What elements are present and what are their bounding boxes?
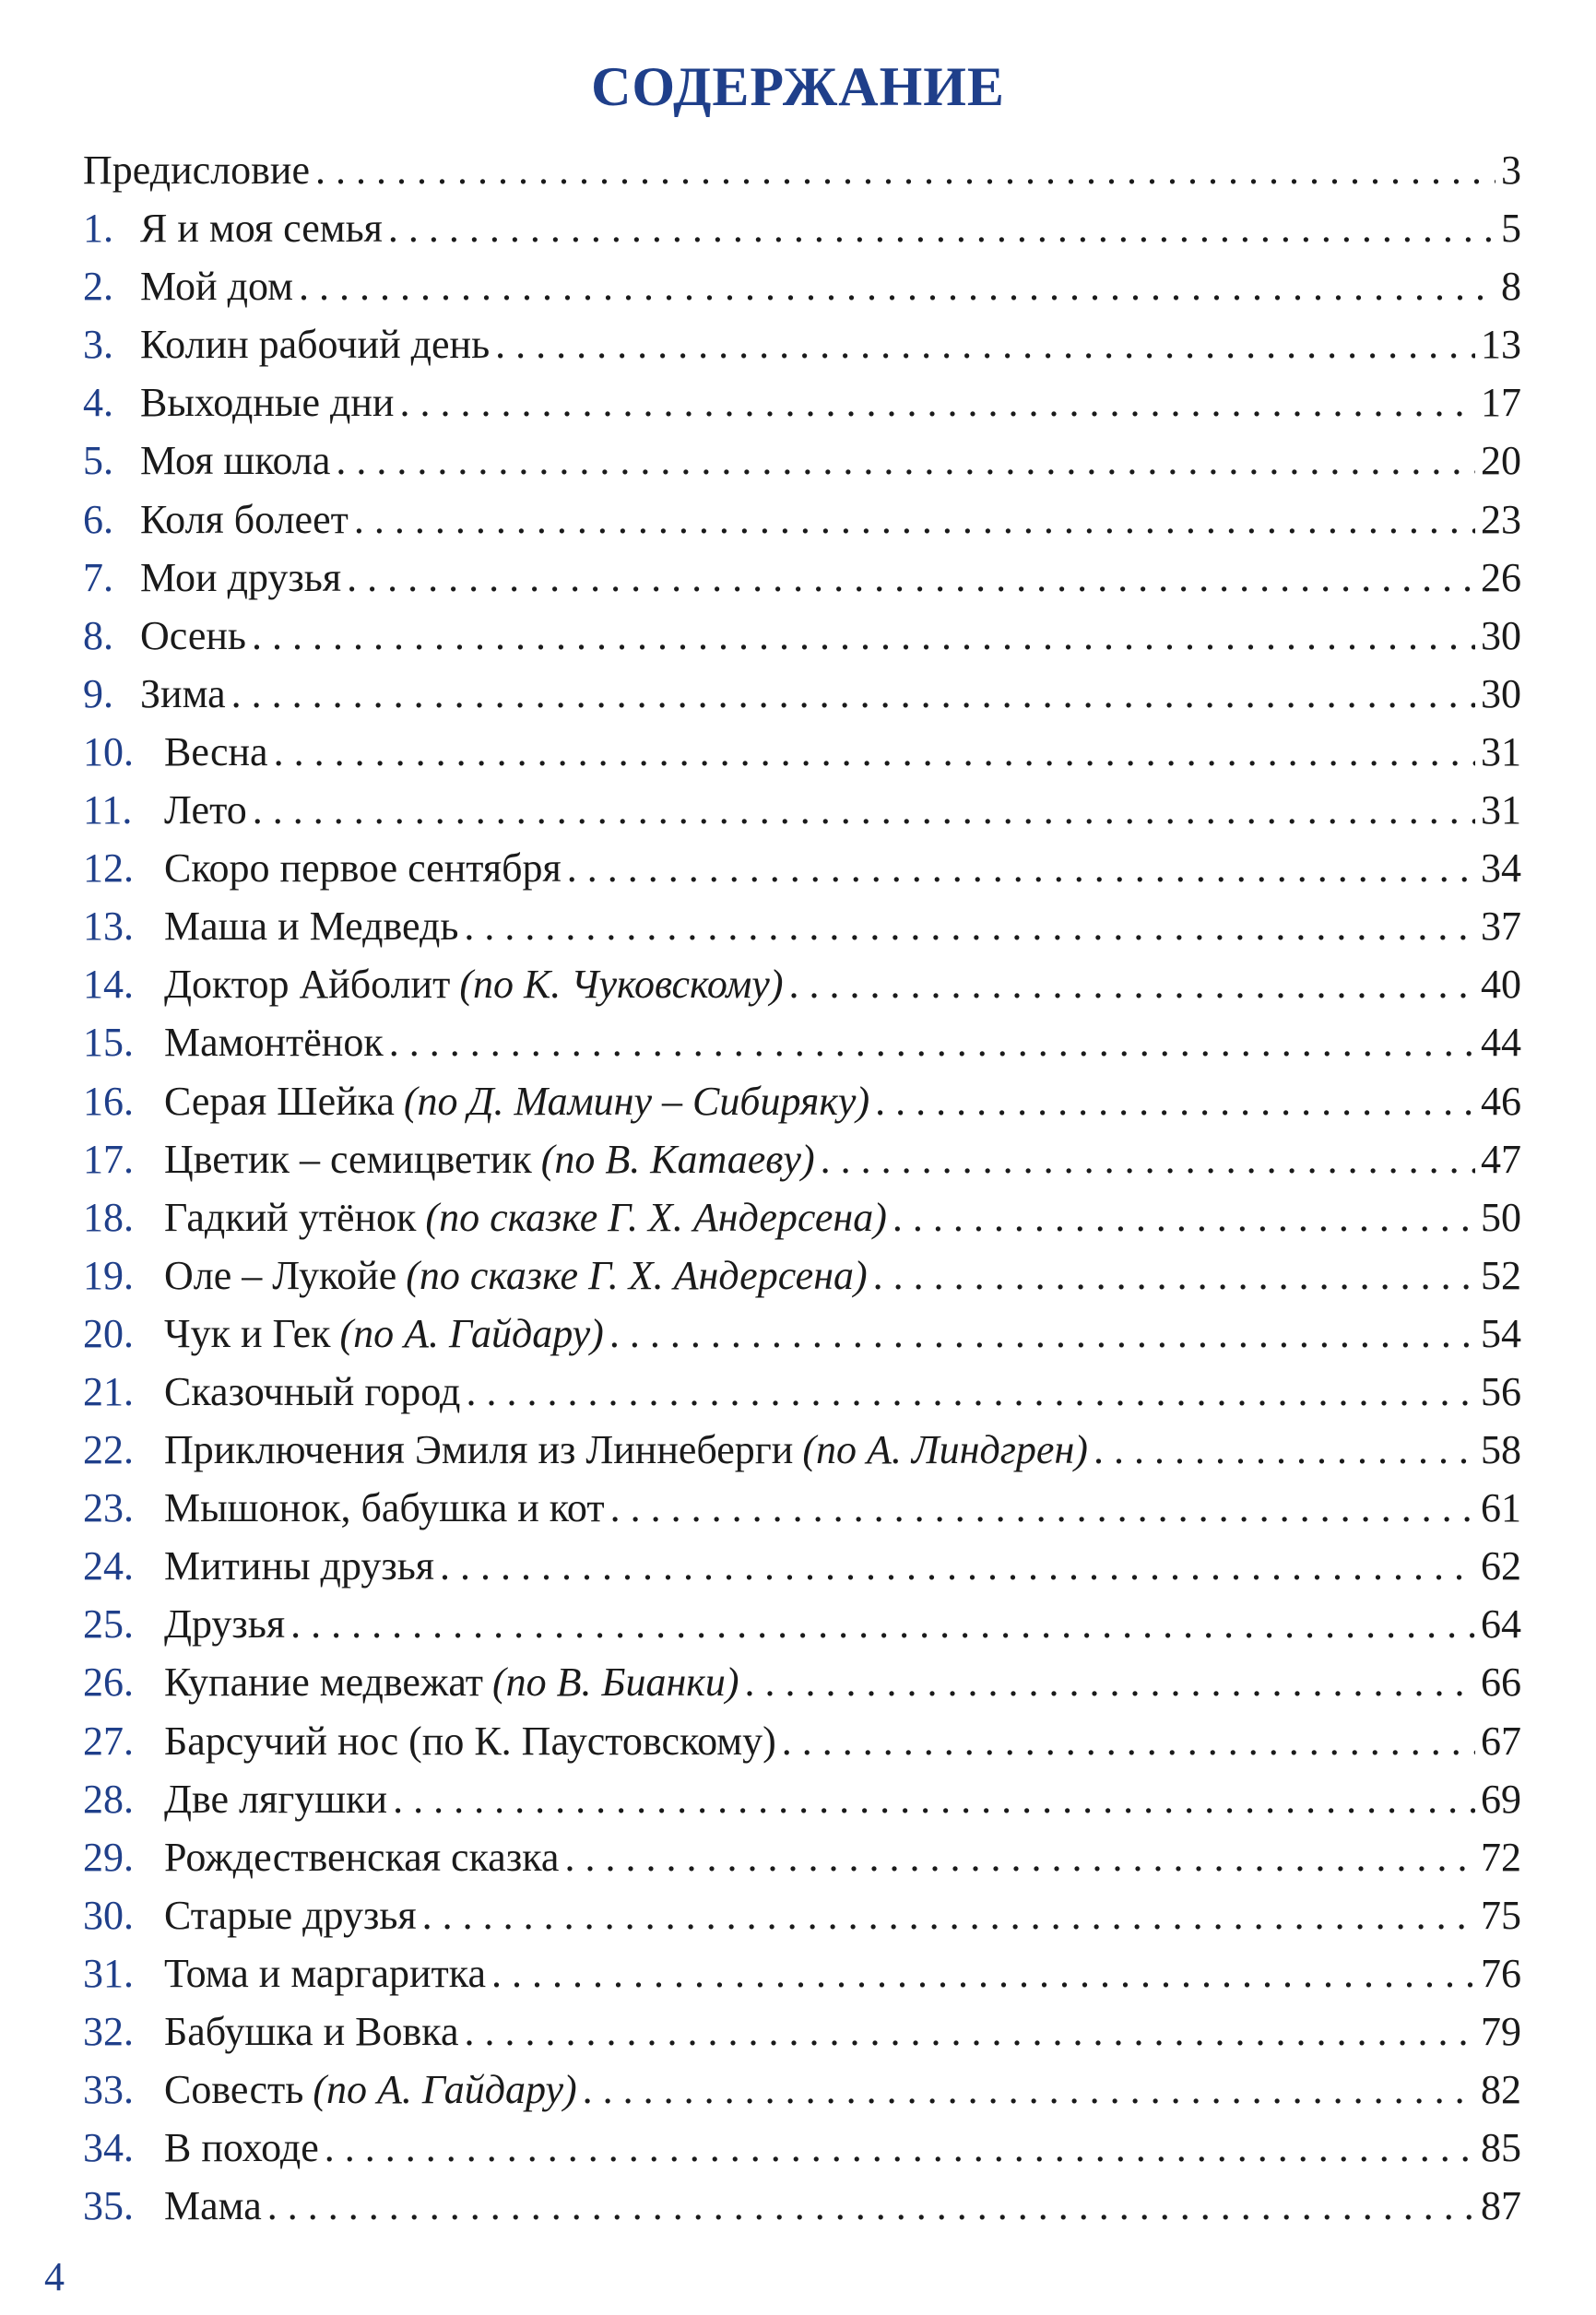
toc-entry-number: 26. [83, 1659, 134, 1706]
toc-entry-title: Мышонок, бабушка и кот [164, 1485, 605, 1531]
toc-entry-page: 61 [1481, 1485, 1521, 1531]
toc-entry-page: 31 [1481, 728, 1521, 774]
toc-entry-page: 47 [1481, 1136, 1521, 1182]
toc-entry-page: 56 [1481, 1368, 1521, 1414]
toc-dot-leader [354, 490, 1475, 549]
toc-entry-number: 11. [83, 787, 133, 833]
toc-entry-author-note: (по В. Катаеву) [540, 1136, 815, 1182]
toc-entry-number: 17. [83, 1136, 134, 1182]
toc-entry-title: Мама [164, 2183, 262, 2229]
toc-entry-author-note: (по В. Бианки) [491, 1659, 739, 1706]
toc-entry [83, 723, 1521, 781]
toc-entry [83, 1537, 1521, 1595]
toc-entry-number: 9. [83, 670, 113, 716]
toc-entry-number: 15. [83, 1020, 134, 1066]
toc-dot-leader [745, 1653, 1475, 1711]
toc-dot-leader [609, 1305, 1475, 1363]
toc-dot-leader [274, 723, 1475, 781]
toc-entry-page: 67 [1481, 1718, 1521, 1764]
toc-dot-leader [336, 431, 1475, 490]
toc-entry [83, 665, 1521, 723]
toc-entry [83, 1595, 1521, 1653]
toc-entry-number: 6. [83, 496, 113, 542]
toc-entry [83, 1770, 1521, 1828]
table-of-contents [83, 141, 1521, 2235]
toc-entry [83, 1246, 1521, 1305]
toc-entry [83, 607, 1521, 665]
toc-entry-title: В походе [164, 2125, 319, 2171]
toc-entry-page: 13 [1481, 322, 1521, 368]
toc-entry-title: Купание медвежат [164, 1659, 483, 1706]
toc-entry [83, 955, 1521, 1013]
toc-entry-number: 8. [83, 612, 113, 658]
toc-dot-leader [464, 897, 1475, 955]
toc-entry-number: 3. [83, 322, 113, 368]
toc-dot-leader [389, 1013, 1475, 1071]
toc-entry-number: 2. [83, 264, 113, 310]
toc-entry [83, 490, 1521, 549]
toc-entry-number: 28. [83, 1776, 134, 1822]
toc-entry-title: Весна [164, 728, 268, 774]
toc-dot-leader [422, 1886, 1475, 1944]
toc-entry-title: Скоро первое сентября [164, 845, 562, 892]
toc-entry [83, 1188, 1521, 1246]
toc-entry [83, 141, 1521, 199]
toc-entry-number: 34. [83, 2125, 134, 2171]
toc-entry [83, 1828, 1521, 1886]
toc-dot-leader [290, 1595, 1475, 1653]
toc-entry-title: Коля болеет [140, 496, 349, 542]
toc-entry [83, 1886, 1521, 1944]
toc-dot-leader [315, 141, 1496, 199]
toc-entry [83, 1130, 1521, 1188]
toc-entry-title: Колин рабочий день [140, 322, 491, 368]
toc-entry-title: Моя школа [140, 438, 331, 484]
toc-entry-author-note: (по А. Гайдару) [339, 1310, 604, 1356]
toc-dot-leader [1094, 1421, 1475, 1479]
toc-entry-title: Выходные дни [140, 380, 395, 426]
toc-entry [83, 1479, 1521, 1537]
toc-entry-title: Мой дом [140, 264, 293, 310]
toc-dot-leader [789, 955, 1476, 1013]
toc-entry-title: Мои друзья [140, 554, 342, 600]
toc-entry-page: 52 [1481, 1252, 1521, 1298]
toc-entry-number: 30. [83, 1892, 134, 1938]
toc-entry-number: 12. [83, 845, 134, 892]
toc-entry-page: 50 [1481, 1194, 1521, 1240]
toc-entry [83, 2061, 1521, 2119]
toc-dot-leader [893, 1188, 1475, 1246]
toc-dot-leader [440, 1537, 1475, 1595]
toc-entry-title: Рождественская сказка [164, 1834, 560, 1880]
toc-entry-title: Цветик – семицветик [164, 1136, 532, 1182]
toc-dot-leader [875, 1072, 1475, 1130]
toc-dot-leader [393, 1770, 1475, 1828]
toc-entry-page: 44 [1481, 1020, 1521, 1066]
toc-entry-number: 23. [83, 1485, 134, 1531]
toc-entry-title: Лето [164, 787, 247, 833]
toc-entry-number: 31. [83, 1950, 134, 1996]
toc-entry-page: 66 [1481, 1659, 1521, 1706]
toc-entry-title: Оле – Лукойе [164, 1252, 397, 1298]
toc-entry-number: 27. [83, 1718, 134, 1764]
toc-entry-number: 25. [83, 1601, 134, 1648]
toc-entry [83, 1944, 1521, 2002]
toc-entry-page: 20 [1481, 438, 1521, 484]
toc-entry-title: Чук и Гек [164, 1310, 331, 1356]
toc-dot-leader [491, 1944, 1475, 2002]
toc-entry-page: 8 [1501, 264, 1521, 310]
toc-entry [83, 199, 1521, 257]
toc-entry-number: 7. [83, 554, 113, 600]
toc-entry-page: 82 [1481, 2067, 1521, 2113]
toc-dot-leader [399, 373, 1475, 431]
toc-entry [83, 257, 1521, 315]
toc-entry-number: 29. [83, 1834, 134, 1880]
toc-entry-title: Доктор Айболит [164, 962, 451, 1008]
toc-entry-author-note: (по К. Чуковскому) [459, 962, 784, 1008]
toc-entry-author-note: (по А. Гайдару) [313, 2067, 577, 2113]
toc-entry-page: 87 [1481, 2183, 1521, 2229]
toc-dot-leader [231, 665, 1475, 723]
toc-entry-page: 85 [1481, 2125, 1521, 2171]
toc-entry [83, 431, 1521, 490]
toc-entry-page: 69 [1481, 1776, 1521, 1822]
toc-entry-page: 79 [1481, 2009, 1521, 2054]
toc-dot-leader [267, 2177, 1475, 2235]
toc-entry [83, 1363, 1521, 1421]
toc-entry-number: 19. [83, 1252, 134, 1298]
toc-entry-page: 58 [1481, 1427, 1521, 1473]
toc-entry-title: Сказочный город [164, 1368, 461, 1414]
toc-entry [83, 897, 1521, 955]
toc-entry-author-note: (по Д. Мамину – Сибиряку) [403, 1078, 870, 1124]
toc-dot-leader [583, 2061, 1475, 2119]
toc-entry [83, 1072, 1521, 1130]
toc-entry-page: 72 [1481, 1834, 1521, 1880]
toc-entry-number: 4. [83, 380, 113, 426]
toc-entry-number: 14. [83, 962, 134, 1008]
toc-dot-leader [610, 1479, 1475, 1537]
toc-entry-title: Серая Шейка [164, 1078, 395, 1124]
toc-dot-leader [465, 2002, 1475, 2061]
toc-dot-leader [495, 315, 1475, 373]
toc-entry-number: 20. [83, 1310, 134, 1356]
toc-entry-title: Мамонтёнок [164, 1020, 384, 1066]
toc-entry-page: 31 [1481, 787, 1521, 833]
toc-dot-leader [782, 1712, 1475, 1770]
toc-entry-number: 24. [83, 1543, 134, 1589]
toc-dot-leader [252, 607, 1475, 665]
toc-entry-number: 1. [83, 206, 113, 252]
toc-dot-leader [388, 199, 1496, 257]
toc-entry [83, 2177, 1521, 2235]
toc-entry-title: Старые друзья [164, 1892, 417, 1938]
toc-dot-leader [253, 781, 1475, 839]
toc-dot-leader [325, 2119, 1475, 2177]
toc-entry-page: 54 [1481, 1310, 1521, 1356]
page-number: 4 [44, 2254, 65, 2299]
toc-entry-page: 17 [1481, 380, 1521, 426]
toc-entry-number: 35. [83, 2183, 134, 2229]
toc-entry-number: 5. [83, 438, 113, 484]
toc-entry-page: 37 [1481, 904, 1521, 950]
toc-entry-page: 40 [1481, 962, 1521, 1008]
toc-dot-leader [821, 1130, 1475, 1188]
toc-entry-page: 34 [1481, 845, 1521, 892]
toc-dot-leader [567, 839, 1475, 897]
toc-entry-number: 18. [83, 1194, 134, 1240]
toc-entry-page: 30 [1481, 612, 1521, 658]
toc-entry-title: Барсучий нос (по К. Паустовскому) [164, 1718, 776, 1764]
toc-entry-number: 21. [83, 1368, 134, 1414]
toc-dot-leader [347, 549, 1475, 607]
toc-entry [83, 839, 1521, 897]
toc-entry [83, 781, 1521, 839]
toc-entry-title: Маша и Медведь [164, 904, 459, 950]
toc-entry-number: 22. [83, 1427, 134, 1473]
toc-entry [83, 1305, 1521, 1363]
toc-entry [83, 2002, 1521, 2061]
toc-entry-author-note: (по сказке Г. Х. Андерсена) [406, 1252, 868, 1298]
toc-entry-page: 46 [1481, 1078, 1521, 1124]
toc-entry-title: Бабушка и Вовка [164, 2009, 459, 2054]
toc-entry [83, 1013, 1521, 1071]
toc-entry-title: Осень [140, 612, 246, 658]
toc-entry-page: 23 [1481, 496, 1521, 542]
toc-dot-leader [873, 1246, 1475, 1305]
toc-entry-number: 13. [83, 904, 134, 950]
toc-entry-title: Совесть [164, 2067, 304, 2113]
toc-entry [83, 315, 1521, 373]
toc-entry-number: 33. [83, 2067, 134, 2113]
toc-dot-leader [564, 1828, 1475, 1886]
toc-entry-page: 30 [1481, 670, 1521, 716]
toc-entry-title: Я и моя семья [140, 206, 383, 252]
toc-dot-leader [299, 257, 1496, 315]
toc-entry-page: 76 [1481, 1950, 1521, 1996]
toc-entry-author-note: (по А. Линдгрен) [802, 1427, 1088, 1473]
toc-entry-title: Зима [140, 670, 226, 716]
toc-entry-title: Друзья [164, 1601, 286, 1648]
toc-entry-number: 32. [83, 2009, 134, 2054]
toc-entry-author-note: (по сказке Г. Х. Андерсена) [425, 1194, 887, 1240]
toc-entry [83, 1653, 1521, 1711]
toc-entry-title: Митины друзья [164, 1543, 435, 1589]
toc-entry [83, 1712, 1521, 1770]
toc-entry-page: 5 [1501, 206, 1521, 252]
toc-entry-title: Предисловие [83, 148, 310, 193]
toc-entry-title: Тома и маргаритка [164, 1950, 487, 1996]
toc-entry-page: 3 [1501, 148, 1521, 193]
toc-entry-number: 10. [83, 728, 134, 774]
toc-entry-page: 64 [1481, 1601, 1521, 1648]
toc-dot-leader [466, 1363, 1475, 1421]
toc-entry-title: Приключения Эмиля из Линнеберги [164, 1427, 794, 1473]
toc-entry [83, 373, 1521, 431]
toc-entry [83, 1421, 1521, 1479]
toc-entry-title: Гадкий утёнок [164, 1194, 417, 1240]
toc-entry-number: 16. [83, 1078, 134, 1124]
toc-entry [83, 2119, 1521, 2177]
toc-entry-title: Две лягушки [164, 1776, 388, 1822]
toc-entry-page: 26 [1481, 554, 1521, 600]
toc-entry [83, 549, 1521, 607]
toc-entry-page: 75 [1481, 1892, 1521, 1938]
toc-entry-page: 62 [1481, 1543, 1521, 1589]
page-title: СОДЕРЖАНИЕ [591, 56, 1005, 118]
